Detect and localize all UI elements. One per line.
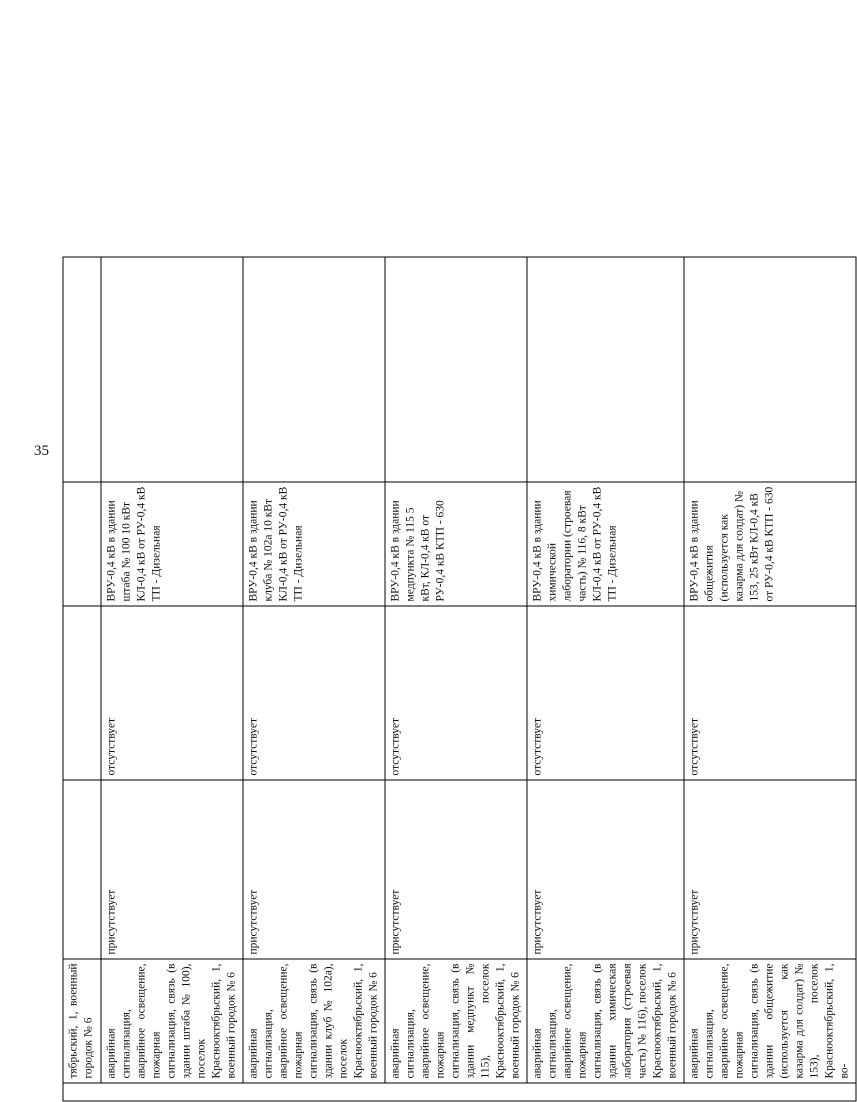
main-power-cell: присутствует: [243, 780, 385, 959]
location-cell: аварийная сигнализация, аварийное освещение, пожарная сигнализация, связь (в здании штаба № 100), поселок Краснооктябрьский, 1, военный городок № 6: [101, 959, 243, 1083]
blank-right-cell: [684, 257, 856, 482]
main-power-cell: присутствует: [385, 780, 527, 959]
main-power-cell: присутствует: [527, 780, 684, 959]
supply-cell: ВРУ-0,4 кВ в здании химической лаборатории (строевая часть) № 116, 8 кВт КЛ-0,4 кВ от РУ-0,4 кВ ТП - Дизельная: [527, 482, 684, 606]
supply-cell: [63, 482, 101, 606]
table-row: [63, 257, 101, 1101]
main-power-cell: [63, 780, 101, 959]
blank-left-column: [63, 1083, 856, 1101]
location-cell: аварийная сигнализация, аварийное освещение, пожарная сигнализация, связь (в здании клуб № 102а), поселок Краснооктябрьский, 1, военный городок № 6: [243, 959, 385, 1083]
supply-cell: ВРУ-0,4 кВ в здании штаба № 100 10 кВт КЛ-0,4 кВ от РУ-0,4 кВ ТП - Дизельная: [101, 482, 243, 606]
table-row: [684, 257, 856, 1101]
reserve-power-cell: отсутствует: [684, 606, 856, 780]
blank-right-cell: [385, 257, 527, 482]
blank-right-cell: [101, 257, 243, 482]
blank-right-cell: [63, 257, 101, 482]
supply-cell: ВРУ-0,4 кВ в здании медпункта № 115 5 кВт, КЛ-0,4 кВ от РУ-0,4 кВ КТП - 630: [385, 482, 527, 606]
main-power-cell: присутствует: [684, 780, 856, 959]
location-cell: тябрьский, 1, военный городок № 6: [63, 959, 101, 1083]
reserve-power-cell: отсутствует: [527, 606, 684, 780]
location-cell: аварийная сигнализация, аварийное освещение, пожарная сигнализация, связь (в здании медпункт № 115), поселок Краснооктябрьский, 1, военный городок № 6: [385, 959, 527, 1083]
table-row: [527, 257, 684, 1101]
location-cell: аварийная сигнализация, аварийное освещение, пожарная сигнализация, связь (в здании химическая лаборатория (строевая часть) № 116), поселок Краснооктябрьский, 1, военный городок № 6: [527, 959, 684, 1083]
blank-right-cell: [243, 257, 385, 482]
table-row: [101, 257, 243, 1101]
table-row: [243, 257, 385, 1101]
rotated-table-wrapper: [63, 257, 851, 1102]
reserve-power-cell: отсутствует: [243, 606, 385, 780]
reserve-power-cell: [63, 606, 101, 780]
location-cell: аварийная сигнализация, аварийное освещение, пожарная сигнализация, связь (в здании общежитие (используется как казарма для солдат) № 153), поселок Краснооктябрьский, 1, во-: [684, 959, 856, 1083]
equipment-table: [63, 257, 857, 1102]
reserve-power-cell: отсутствует: [101, 606, 243, 780]
supply-cell: ВРУ-0,4 кВ в здании клуба № 102а 10 кВт КЛ-0,4 кВ от РУ-0,4 кВ ТП - Дизельная: [243, 482, 385, 606]
blank-right-cell: [527, 257, 684, 482]
table-row: [385, 257, 527, 1101]
page-number: 35: [34, 443, 49, 459]
reserve-power-cell: отсутствует: [385, 606, 527, 780]
supply-cell: ВРУ-0,4 кВ в здании общежития (используется как казарма для солдат) № 153, 25 кВт КЛ-0,4 кВ от РУ-0,4 кВ КТП - 630: [684, 482, 856, 606]
main-power-cell: присутствует: [101, 780, 243, 959]
